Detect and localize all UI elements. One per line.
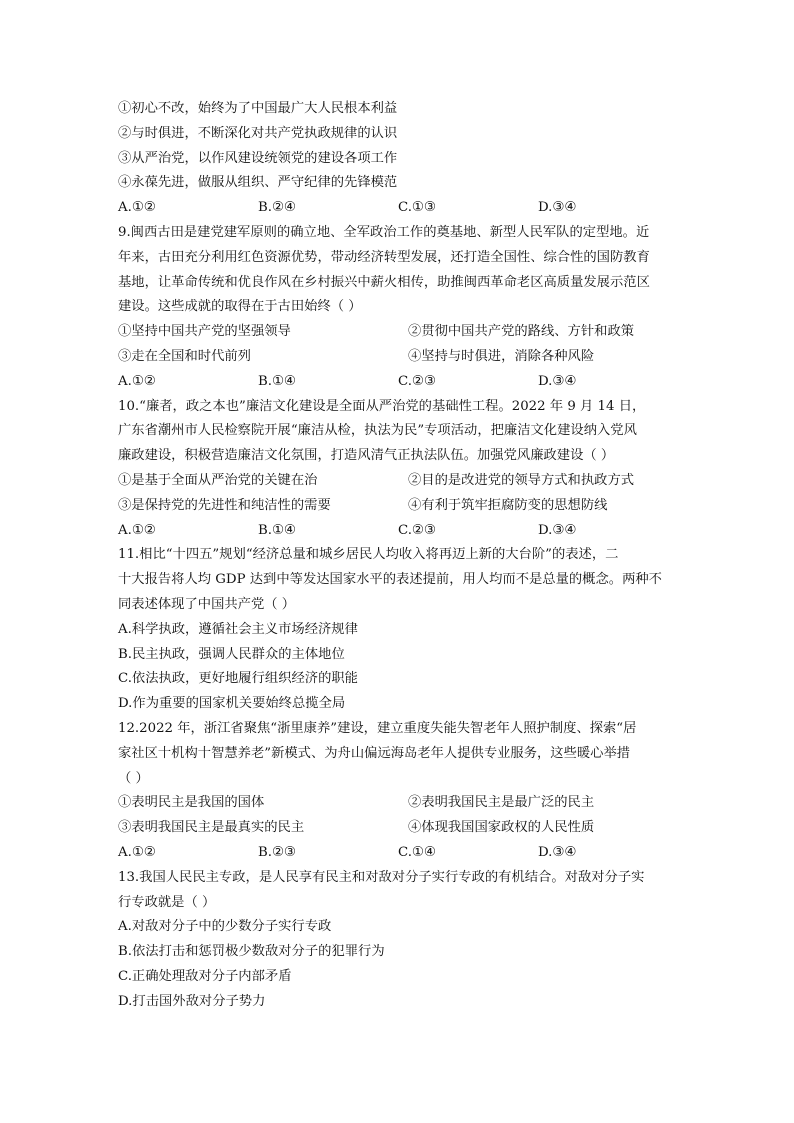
q9-choice-a: A.①② bbox=[118, 373, 156, 389]
q13-stem-line-2: 行专政就是（ ） bbox=[118, 894, 216, 910]
q11-stem-line-1: 11.相比“十四五”规划“经济总量和城乡居民人均收入将再迈上新的大台阶”的表述，二 bbox=[118, 547, 619, 563]
q8-item-2: ②与时俱进，不断深化对共产党执政规律的认识 bbox=[118, 125, 398, 141]
q12-choice-a: A.①② bbox=[118, 844, 156, 860]
q12-items-row-2 bbox=[118, 816, 678, 841]
q10-item-3: ③是保持党的先进性和纯洁性的需要 bbox=[118, 497, 331, 513]
q9-stem-line-3: 基地，让革命传统和优良作风在乡村振兴中薪火相传，助推闽西革命老区高质量发展示范区 bbox=[118, 274, 650, 290]
q12-items-row-1 bbox=[118, 791, 678, 816]
q12-choice-c: C.①④ bbox=[398, 844, 436, 860]
q8-choices bbox=[118, 196, 678, 221]
q9-item-4: ④坚持与时俱进，消除各种风险 bbox=[408, 348, 595, 364]
q13-stem-line-1: 13.我国人民民主专政，是人民享有民主和对敌对分子实行专政的有机结合。对敌对分子实 bbox=[118, 869, 645, 885]
q12-item-1: ①表明民主是我国的国体 bbox=[118, 795, 265, 811]
q10-item-1: ①是基于全面从严治党的关键在治 bbox=[118, 472, 318, 488]
q9-items-row-2 bbox=[118, 345, 678, 370]
question-11 bbox=[118, 543, 678, 717]
q9-choice-b: B.①④ bbox=[258, 373, 296, 389]
q12-choices bbox=[118, 841, 678, 866]
q9-items-row-1 bbox=[118, 320, 678, 345]
question-9 bbox=[118, 221, 678, 395]
q12-choice-b: B.②③ bbox=[258, 844, 296, 860]
q11-stem-line-3: 同表述体现了中国共产党（ ） bbox=[118, 596, 296, 612]
q9-item-1: ①坚持中国共产党的坚强领导 bbox=[118, 324, 291, 340]
q11-option-c: C.依法执政，更好地履行组织经济的职能 bbox=[118, 671, 358, 687]
q9-stem-line-1: 9.闽西古田是建党建军原则的确立地、全军政治工作的奠基地、新型人民军队的定型地。近 bbox=[118, 224, 650, 240]
q11-stem-line-2: 十大报告将人均 GDP 达到中等发达国家水平的表述提前，用人均而不是总量的概念。两种不 bbox=[118, 572, 662, 588]
q11-option-a: A.科学执政，遵循社会主义市场经济规律 bbox=[118, 621, 358, 637]
q8-item-3: ③从严治党，以作风建设统领党的建设各项工作 bbox=[118, 150, 398, 166]
q10-stem-line-2: 广东省潮州市人民检察院开展“廉洁从检，执法为民”专项活动，把廉洁文化建设纳入党风 bbox=[118, 423, 637, 439]
q10-item-4: ④有利于筑牢拒腐防变的思想防线 bbox=[408, 497, 608, 513]
q8-choice-a: A.①② bbox=[118, 200, 156, 216]
q10-choice-c: C.②③ bbox=[398, 522, 436, 538]
q9-stem-line-4: 建设。这些成就的取得在于古田始终（ ） bbox=[118, 299, 362, 315]
question-10 bbox=[118, 395, 678, 544]
question-12 bbox=[118, 717, 678, 866]
q10-stem-line-3: 廉政建设，积极营造廉洁文化氛围，打造风清气正执法队伍。加强党风廉政建设（ ） bbox=[118, 448, 615, 464]
q12-item-2: ②表明我国民主是最广泛的民主 bbox=[408, 795, 595, 811]
q10-item-2: ②目的是改进党的领导方式和执政方式 bbox=[408, 472, 635, 488]
q10-choices bbox=[118, 519, 678, 544]
q8-choice-c: C.①③ bbox=[398, 200, 436, 216]
q9-item-3: ③走在全国和时代前列 bbox=[118, 348, 251, 364]
q13-option-d: D.打击国外敌对分子势力 bbox=[118, 993, 266, 1009]
q9-stem-line-2: 年来，古田充分利用红色资源优势，带动经济转型发展，还打造全国性、综合性的国防教育 bbox=[118, 249, 650, 265]
q11-option-b: B.民主执政，强调人民群众的主体地位 bbox=[118, 646, 345, 662]
q9-item-2: ②贯彻中国共产党的路线、方针和政策 bbox=[408, 324, 635, 340]
q8-item-1: ①初心不改，始终为了中国最广大人民根本利益 bbox=[118, 101, 398, 116]
q12-stem-line-1: 12.2022 年，浙江省聚焦“浙里康养”建设，建立重度失能失智老年人照护制度、探索“居 bbox=[118, 720, 637, 736]
question-8-items bbox=[118, 97, 678, 196]
q12-item-3: ③表明我国民主是最真实的民主 bbox=[118, 820, 305, 836]
q9-choice-d: D.③④ bbox=[538, 373, 577, 389]
q8-choice-d: D.③④ bbox=[538, 200, 577, 216]
q10-items-row-2 bbox=[118, 494, 678, 519]
q12-stem-line-2: 家社区十机构十智慧养老”新模式、为舟山偏远海岛老年人提供专业服务，这些暖心举措 bbox=[118, 745, 631, 761]
q9-choice-c: C.②③ bbox=[398, 373, 436, 389]
q9-choices bbox=[118, 370, 678, 395]
q8-choice-b: B.②④ bbox=[258, 200, 296, 216]
q12-stem-line-3: （ ） bbox=[118, 770, 149, 786]
q8-item-4: ④永葆先进，做服从组织、严守纪律的先锋模范 bbox=[118, 175, 398, 191]
q10-choice-a: A.①② bbox=[118, 522, 156, 538]
question-content bbox=[118, 97, 678, 1014]
q10-items-row-1 bbox=[118, 469, 678, 494]
q12-choice-d: D.③④ bbox=[538, 844, 577, 860]
q10-choice-b: B.①④ bbox=[258, 522, 296, 538]
q10-choice-d: D.③④ bbox=[538, 522, 577, 538]
q13-option-a: A.对敌对分子中的少数分子实行专政 bbox=[118, 919, 332, 935]
q10-stem-line-1: 10.“廉者，政之本也”廉洁文化建设是全面从严治党的基础性工程。2022 年 9 月 14 日， bbox=[118, 398, 646, 414]
q13-option-c: C.正确处理敌对分子内部矛盾 bbox=[118, 968, 292, 984]
q11-option-d: D.作为重要的国家机关要始终总揽全局 bbox=[118, 696, 346, 712]
question-13 bbox=[118, 866, 678, 1015]
q13-option-b: B.依法打击和惩罚极少数敌对分子的犯罪行为 bbox=[118, 944, 385, 960]
q12-item-4: ④体现我国国家政权的人民性质 bbox=[408, 820, 595, 836]
